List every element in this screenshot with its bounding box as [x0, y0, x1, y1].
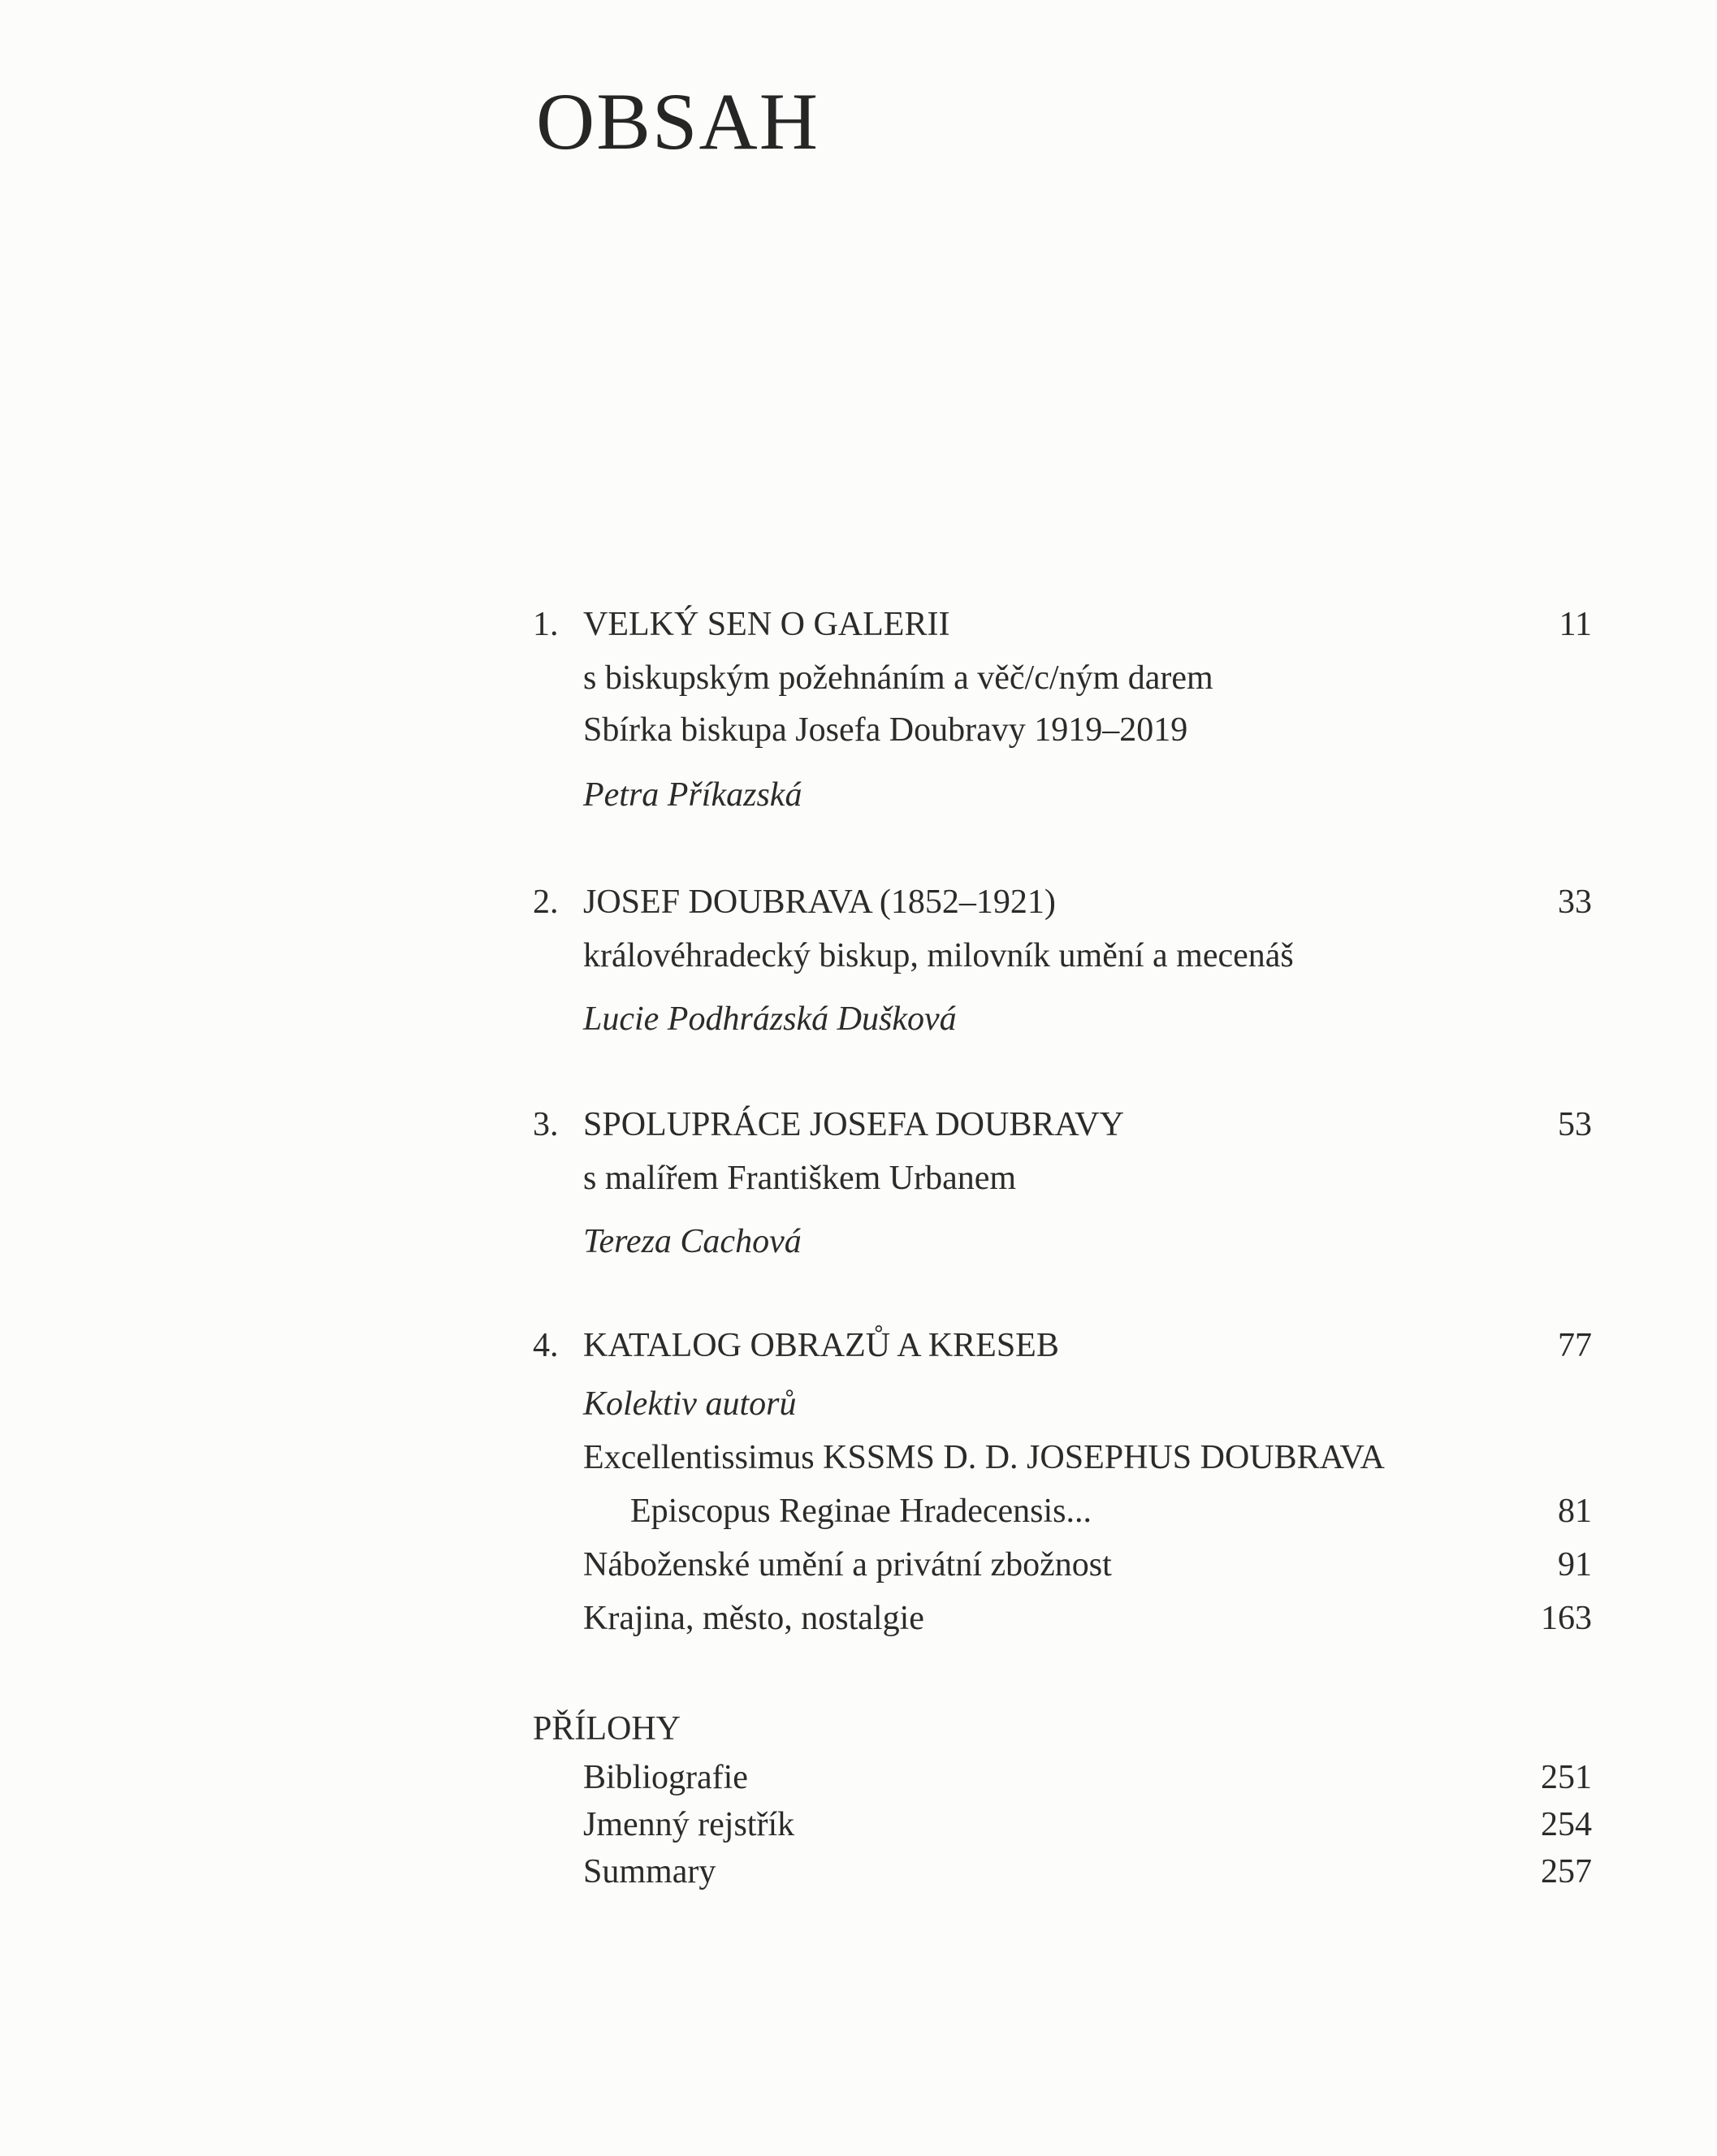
chapter-subtitle: s malířem Františkem Urbanem	[583, 1160, 1017, 1197]
chapter-subtitle: Sbírka biskupa Josefa Doubravy 1919–2019	[583, 711, 1188, 749]
appendix-item: Summary	[583, 1853, 716, 1890]
section-title: Excellentissimus KSSMS D. D. JOSEPHUS DOUBRAVA	[583, 1439, 1385, 1476]
section-page: 163	[1541, 1600, 1592, 1637]
chapter-heading: JOSEF DOUBRAVA (1852–1921)	[583, 884, 1056, 921]
appendix-page: 257	[1541, 1853, 1592, 1890]
section-title-continued: Episcopus Reginae Hradecensis...	[630, 1493, 1092, 1530]
chapter-subtitle: královéhradecký biskup, milovník umění a mecenáš	[583, 937, 1294, 974]
section-page: 81	[1558, 1493, 1592, 1530]
chapter-author: Petra Příkazská	[583, 776, 802, 814]
chapter-page: 33	[1558, 884, 1592, 921]
appendix-item: Jmenný rejstřík	[583, 1806, 795, 1843]
appendix-page: 251	[1541, 1759, 1592, 1796]
chapter-heading: SPOLUPRÁCE JOSEFA DOUBRAVY	[583, 1106, 1124, 1143]
chapter-page: 53	[1558, 1106, 1592, 1143]
appendix-title: PŘÍLOHY	[533, 1710, 681, 1748]
chapter-subtitle: s biskupským požehnáním a věč/c/ným darem	[583, 659, 1213, 697]
appendix-page: 254	[1541, 1806, 1592, 1843]
chapter-page: 11	[1559, 606, 1592, 643]
chapter-author: Lucie Podhrázská Dušková	[583, 1000, 957, 1038]
chapter-number: 3.	[533, 1106, 559, 1143]
section-page: 91	[1558, 1546, 1592, 1584]
chapter-heading: VELKÝ SEN O GALERII	[583, 606, 950, 643]
page-title: OBSAH	[536, 76, 820, 166]
chapter-author: Tereza Cachová	[583, 1223, 802, 1260]
chapter-number: 2.	[533, 884, 559, 921]
chapter-number: 1.	[533, 606, 559, 643]
appendix-item: Bibliografie	[583, 1759, 748, 1796]
section-title: Náboženské umění a privátní zbožnost	[583, 1546, 1112, 1584]
chapter-heading: KATALOG OBRAZŮ A KRESEB	[583, 1327, 1059, 1364]
chapter-author: Kolektiv autorů	[583, 1385, 797, 1423]
section-title: Krajina, město, nostalgie	[583, 1600, 924, 1637]
chapter-page: 77	[1558, 1327, 1592, 1364]
chapter-number: 4.	[533, 1327, 559, 1364]
